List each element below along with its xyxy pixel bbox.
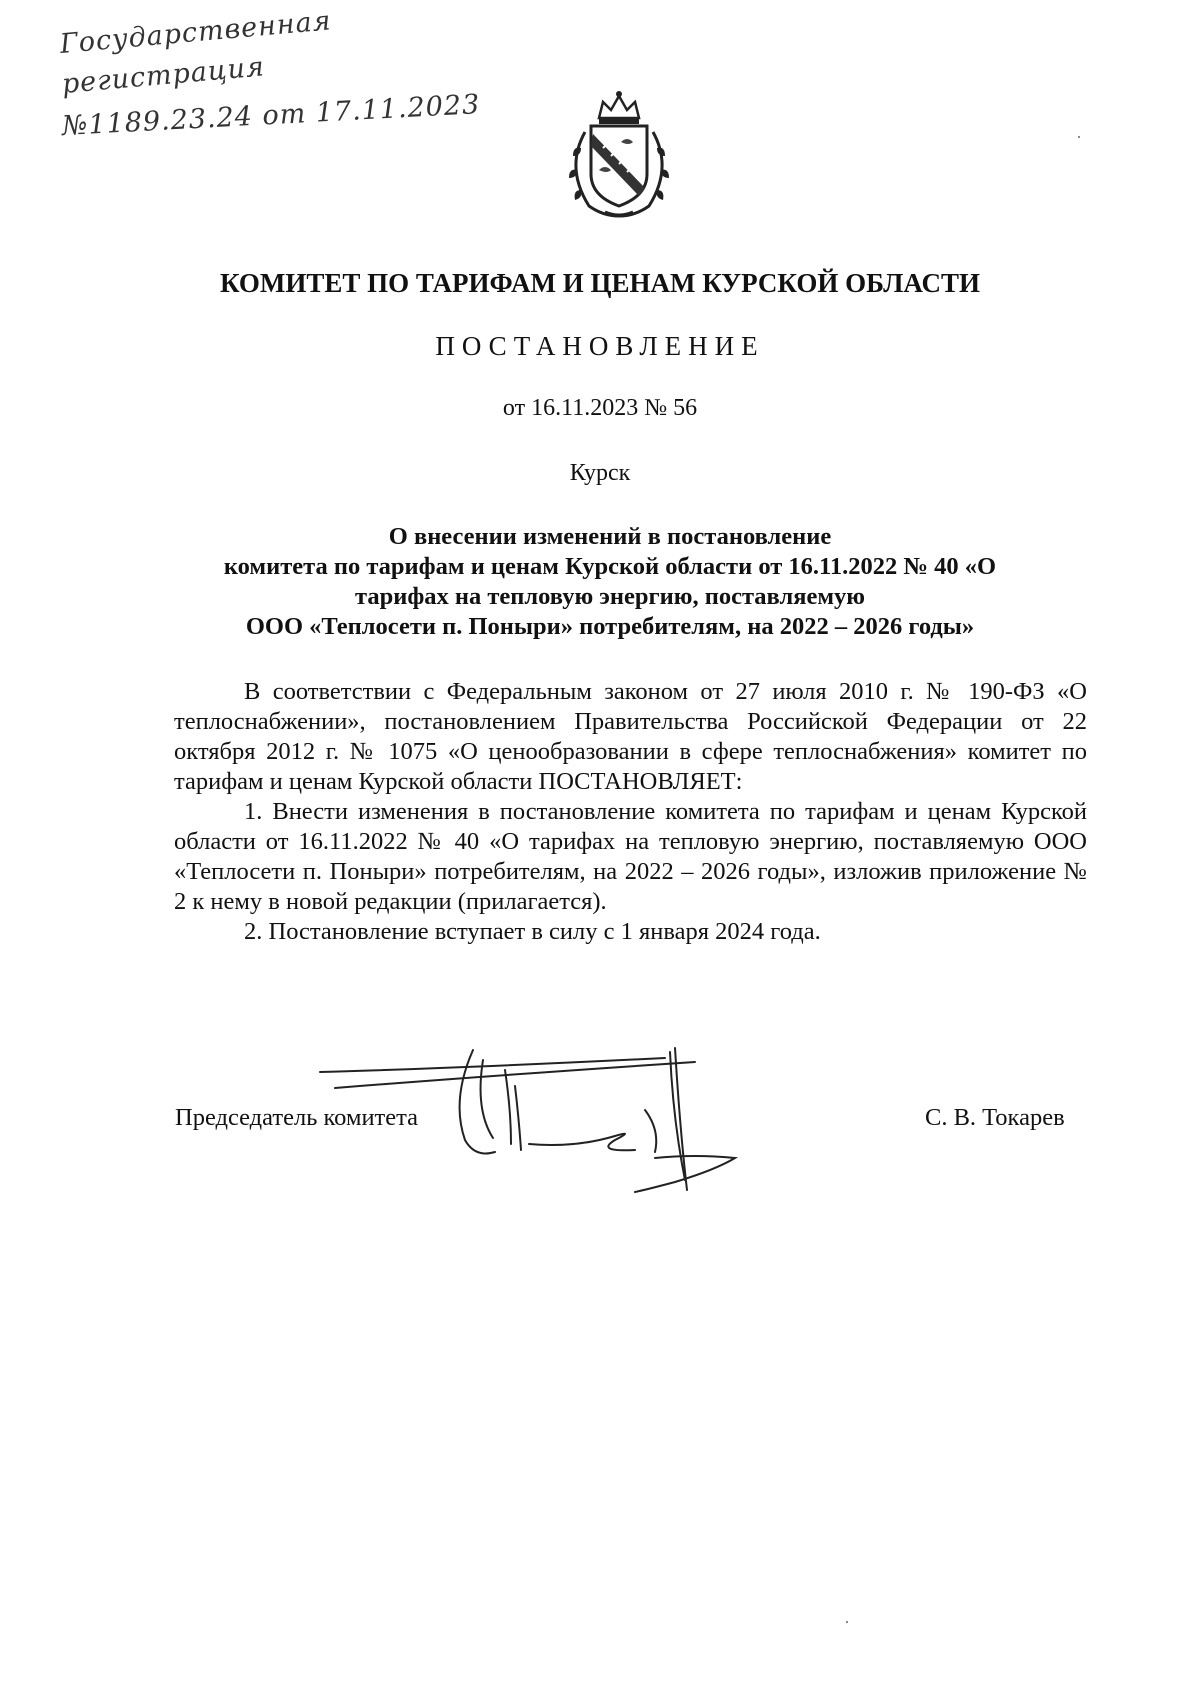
subject-line-3: тарифах на тепловую энергию, поставляемую — [355, 583, 865, 610]
document-body — [174, 677, 1087, 947]
preamble-paragraph: В соответствии с Федеральным законом от 27 июля 2010 г. № 190-ФЗ «О теплоснабжении», постановлением Правительства Российской Федерации от 22 октября 2012 г. № 1075 «О ценообразовании в сфере теплоснабжения» комитет по тарифам и ценам Курской области ПОСТАНОВЛЯЕТ: — [174, 678, 1087, 795]
handwritten-signature — [315, 1040, 825, 1195]
coat-of-arms-emblem — [555, 88, 683, 220]
subject-line-2: комитета по тарифам и ценам Курской области от 16.11.2022 № 40 «О — [223, 553, 997, 580]
document-number-date: от 16.11.2023 № 56 — [502, 395, 698, 421]
handwritten-note-line2: регистрация — [60, 51, 267, 100]
document-subject — [150, 522, 1070, 642]
document-city: Курск — [569, 460, 631, 486]
committee-title: КОМИТЕТ ПО ТАРИФАМ И ЦЕНАМ КУРСКОЙ ОБЛАСТИ — [219, 268, 981, 298]
item-2-paragraph: 2. Постановление вступает в силу с 1 января 2024 года. — [244, 918, 821, 945]
signatory-role: Председатель комитета — [175, 1104, 419, 1131]
handwritten-note-line3: №1189.23.24 от 17.11.2023 — [61, 89, 481, 142]
item-1-paragraph: 1. Внести изменения в постановление комитета по тарифам и ценам Курской области от 16.11.2022 № 40 «О тарифах на тепловую энергию, поставляемую ООО «Теплосети п. Поныри» потребителям, на 2022 – 2026 годы», изложив приложение № 2 к нему в новой редакции (прилагается). — [174, 798, 1087, 915]
subject-line-1: О внесении изменений в постановление — [388, 523, 832, 550]
scan-speck — [1078, 136, 1080, 138]
document-type: ПОСТАНОВЛЕНИЕ — [435, 331, 765, 361]
scan-speck — [846, 1621, 848, 1623]
handwritten-note-line1: Государственная — [58, 5, 333, 60]
signatory-name: С. В. Токарев — [925, 1104, 1065, 1131]
subject-line-4: ООО «Теплосети п. Поныри» потребителям, на 2022 – 2026 годы» — [245, 613, 975, 640]
